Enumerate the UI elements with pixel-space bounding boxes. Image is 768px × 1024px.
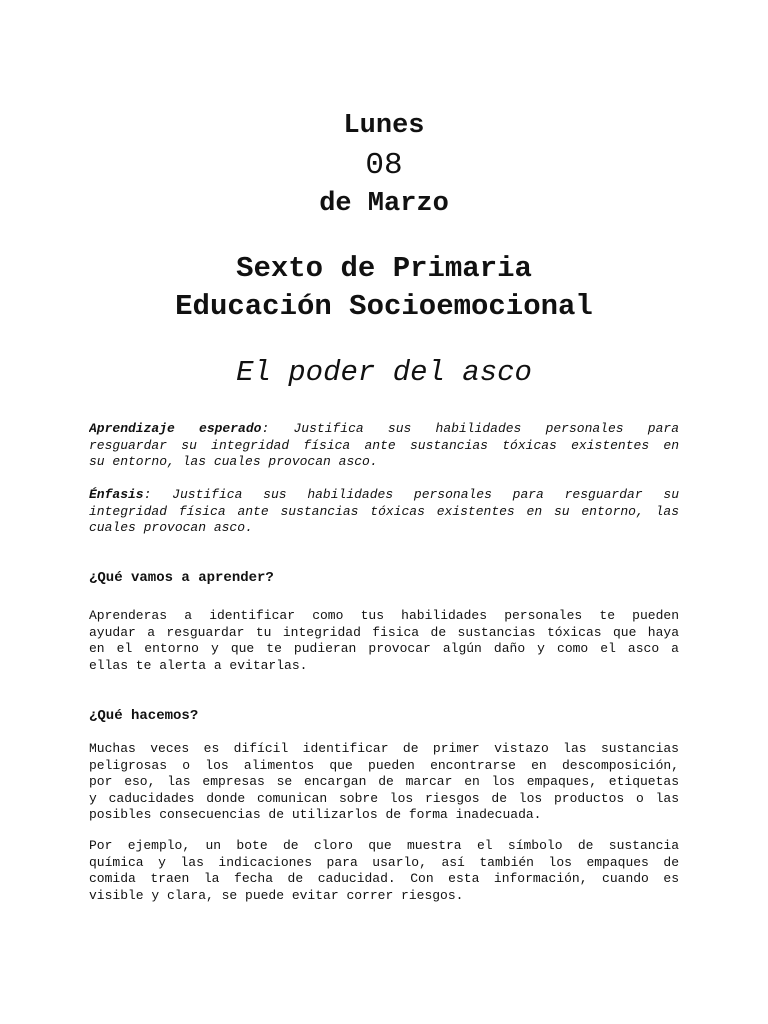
paragraph-line: y caducidades donde comunican sobre los riesgos de los productos o las <box>89 790 679 806</box>
enfasis-label: Énfasis <box>89 487 144 502</box>
date-number: 08 <box>365 148 403 183</box>
paragraph-line: cuales provocan asco. <box>89 520 253 536</box>
day-title: Lunes <box>343 111 425 141</box>
section2-paragraph-2 <box>89 838 679 904</box>
month-title: de Marzo <box>319 189 449 219</box>
paragraph-line: Por ejemplo, un bote de cloro que muestra el símbolo de sustancia <box>89 838 679 853</box>
paragraph-line: por eso, las empresas se encargan de marcar en los empaques, etiquetas <box>89 774 679 790</box>
topic-title: El poder del asco <box>236 356 532 389</box>
paragraph-line <box>89 421 679 438</box>
enfasis-paragraph <box>89 487 679 537</box>
paragraph-line: en el entorno y que te pudieran provocar algún daño y como el asco a <box>89 641 679 657</box>
paragraph-line: ayudar a resguardar tu integridad fisica de sustancias tóxicas que haya <box>89 624 679 640</box>
paragraph-line: peligrosas o los alimentos que pueden encontrarse en descomposición, <box>89 757 679 773</box>
label-separator: : <box>143 487 152 502</box>
paragraph-line: visible y clara, se puede evitar correr riesgos. <box>89 887 464 903</box>
line-text: Justifica sus habilidades personales para resguardar su <box>151 487 679 502</box>
paragraph-line <box>89 487 679 504</box>
aprendizaje-esperado-paragraph <box>89 421 679 471</box>
section-heading-que-vamos-a-aprender: ¿Qué vamos a aprender? <box>89 570 274 586</box>
subject-title: Educación Socioemocional <box>175 290 593 323</box>
section2-paragraph-1 <box>89 741 679 824</box>
paragraph-line: posibles consecuencias de utilizarlos de forma inadecuada. <box>89 807 542 823</box>
paragraph-line: Muchas veces es difícil identificar de primer vistazo las sustancias <box>89 741 679 756</box>
label-separator: : <box>261 421 270 436</box>
grade-title: Sexto de Primaria <box>236 252 532 285</box>
paragraph-line: su entorno, las cuales provocan asco. <box>89 454 378 470</box>
paragraph-line: resguardar su integridad física ante sustancias tóxicas existentes en <box>89 437 679 453</box>
paragraph-line: ellas te alerta a evitarlas. <box>89 657 308 673</box>
paragraph-line: química y las indicaciones para usarlo, así también los empaques de <box>89 854 679 870</box>
paragraph-line: Aprenderas a identificar como tus habilidades personales te pueden <box>89 608 679 623</box>
aprendizaje-label: Aprendizaje esperado <box>89 421 262 436</box>
paragraph-line: comida traen la fecha de caducidad. Con esta información, cuando es <box>89 871 679 887</box>
section1-paragraph <box>89 608 679 674</box>
paragraph-line: integridad física ante sustancias tóxicas existentes en su entorno, las <box>89 503 679 519</box>
section-heading-que-hacemos: ¿Qué hacemos? <box>89 708 199 724</box>
line-text: Justifica sus habilidades personales para <box>269 421 679 436</box>
